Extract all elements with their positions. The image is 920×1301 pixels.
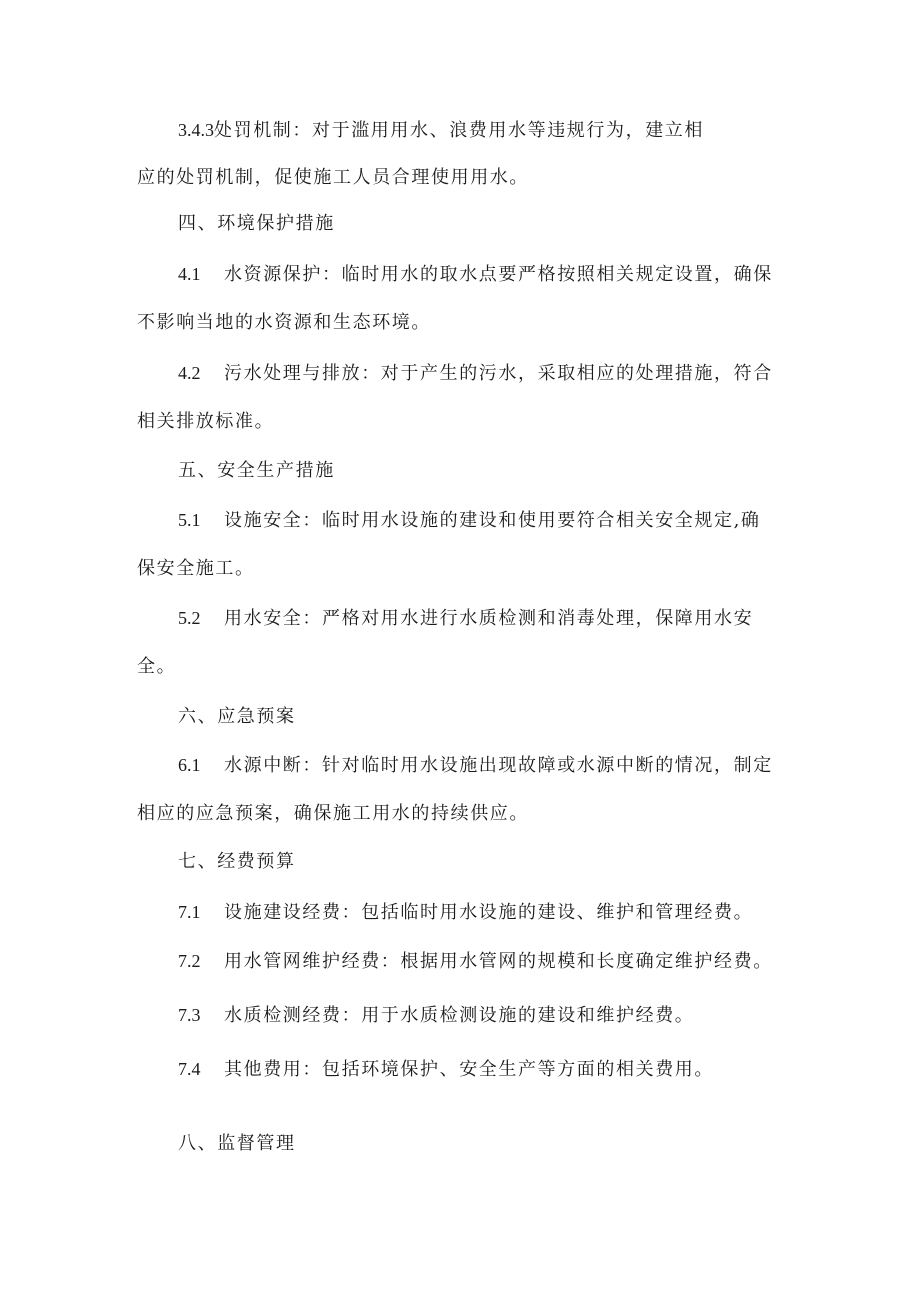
paragraph-7-4 <box>178 1057 714 1082</box>
section-number: 7.1 <box>178 902 201 922</box>
section-number: 5.2 <box>178 608 201 628</box>
paragraph-text: 水资源保护：临时用水的取水点要严格按照相关规定设置，确保 <box>224 264 773 285</box>
heading-text: 八、监督管理 <box>178 1133 296 1154</box>
paragraph-text: 用水安全：严格对用水进行水质检测和消毒处理，保障用水安 <box>224 608 754 629</box>
paragraph-4-1 <box>178 262 773 287</box>
paragraph-3-4-3-continuation <box>137 166 529 190</box>
paragraph-4-2-continuation <box>137 410 274 434</box>
section-heading-7 <box>178 850 296 874</box>
paragraph-text: 保安全施工。 <box>137 558 255 579</box>
section-number: 4.2 <box>178 363 201 383</box>
paragraph-7-2 <box>178 949 773 974</box>
paragraph-text: 用水管网维护经费：根据用水管网的规模和长度确定维护经费。 <box>224 951 773 972</box>
paragraph-text: 处罚机制：对于滥用用水、浪费用水等违规行为，建立相 <box>214 120 704 141</box>
paragraph-5-1 <box>178 508 761 533</box>
paragraph-3-4-3 <box>178 118 704 143</box>
paragraph-7-1 <box>178 900 753 925</box>
paragraph-7-3 <box>178 1003 694 1028</box>
paragraph-4-2 <box>178 361 773 386</box>
heading-text: 七、经费预算 <box>178 851 296 872</box>
paragraph-5-2-continuation <box>137 655 176 679</box>
paragraph-text: 不影响当地的水资源和生态环境。 <box>137 312 431 333</box>
section-number: 6.1 <box>178 755 201 775</box>
paragraph-text: 设施建设经费：包括临时用水设施的建设、维护和管理经费。 <box>224 902 754 923</box>
section-number: 5.1 <box>178 510 201 530</box>
paragraph-text: 全。 <box>137 656 177 677</box>
section-heading-4 <box>178 212 335 236</box>
section-heading-8 <box>178 1132 296 1156</box>
paragraph-text: 相应的应急预案，确保施工用水的持续供应。 <box>137 803 529 824</box>
paragraph-text: 水质检测经费：用于水质检测设施的建设和维护经费。 <box>224 1005 695 1026</box>
paragraph-4-1-continuation <box>137 311 431 335</box>
section-heading-5 <box>178 459 335 483</box>
paragraph-5-1-continuation <box>137 557 255 581</box>
paragraph-text: 相关排放标准。 <box>137 411 275 432</box>
paragraph-6-1-continuation <box>137 802 529 826</box>
paragraph-6-1 <box>178 753 773 778</box>
section-number: 7.4 <box>178 1059 201 1079</box>
paragraph-text: 设施安全：临时用水设施的建设和使用要符合相关安全规定,确 <box>224 510 761 531</box>
heading-text: 六、应急预案 <box>178 706 296 727</box>
paragraph-text: 其他费用：包括环境保护、安全生产等方面的相关费用。 <box>224 1059 714 1080</box>
paragraph-text: 污水处理与排放：对于产生的污水，采取相应的处理措施，符合 <box>224 363 773 384</box>
section-number: 7.3 <box>178 1005 201 1025</box>
heading-text: 四、环境保护措施 <box>178 213 335 234</box>
heading-text: 五、安全生产措施 <box>178 460 335 481</box>
paragraph-text: 水源中断：针对临时用水设施出现故障或水源中断的情况，制定 <box>224 755 773 776</box>
paragraph-5-2 <box>178 606 753 631</box>
section-number: 4.1 <box>178 264 201 284</box>
section-number: 3.4.3 <box>178 120 214 140</box>
section-number: 7.2 <box>178 951 201 971</box>
section-heading-6 <box>178 705 296 729</box>
paragraph-text: 应的处罚机制，促使施工人员合理使用用水。 <box>137 167 529 188</box>
